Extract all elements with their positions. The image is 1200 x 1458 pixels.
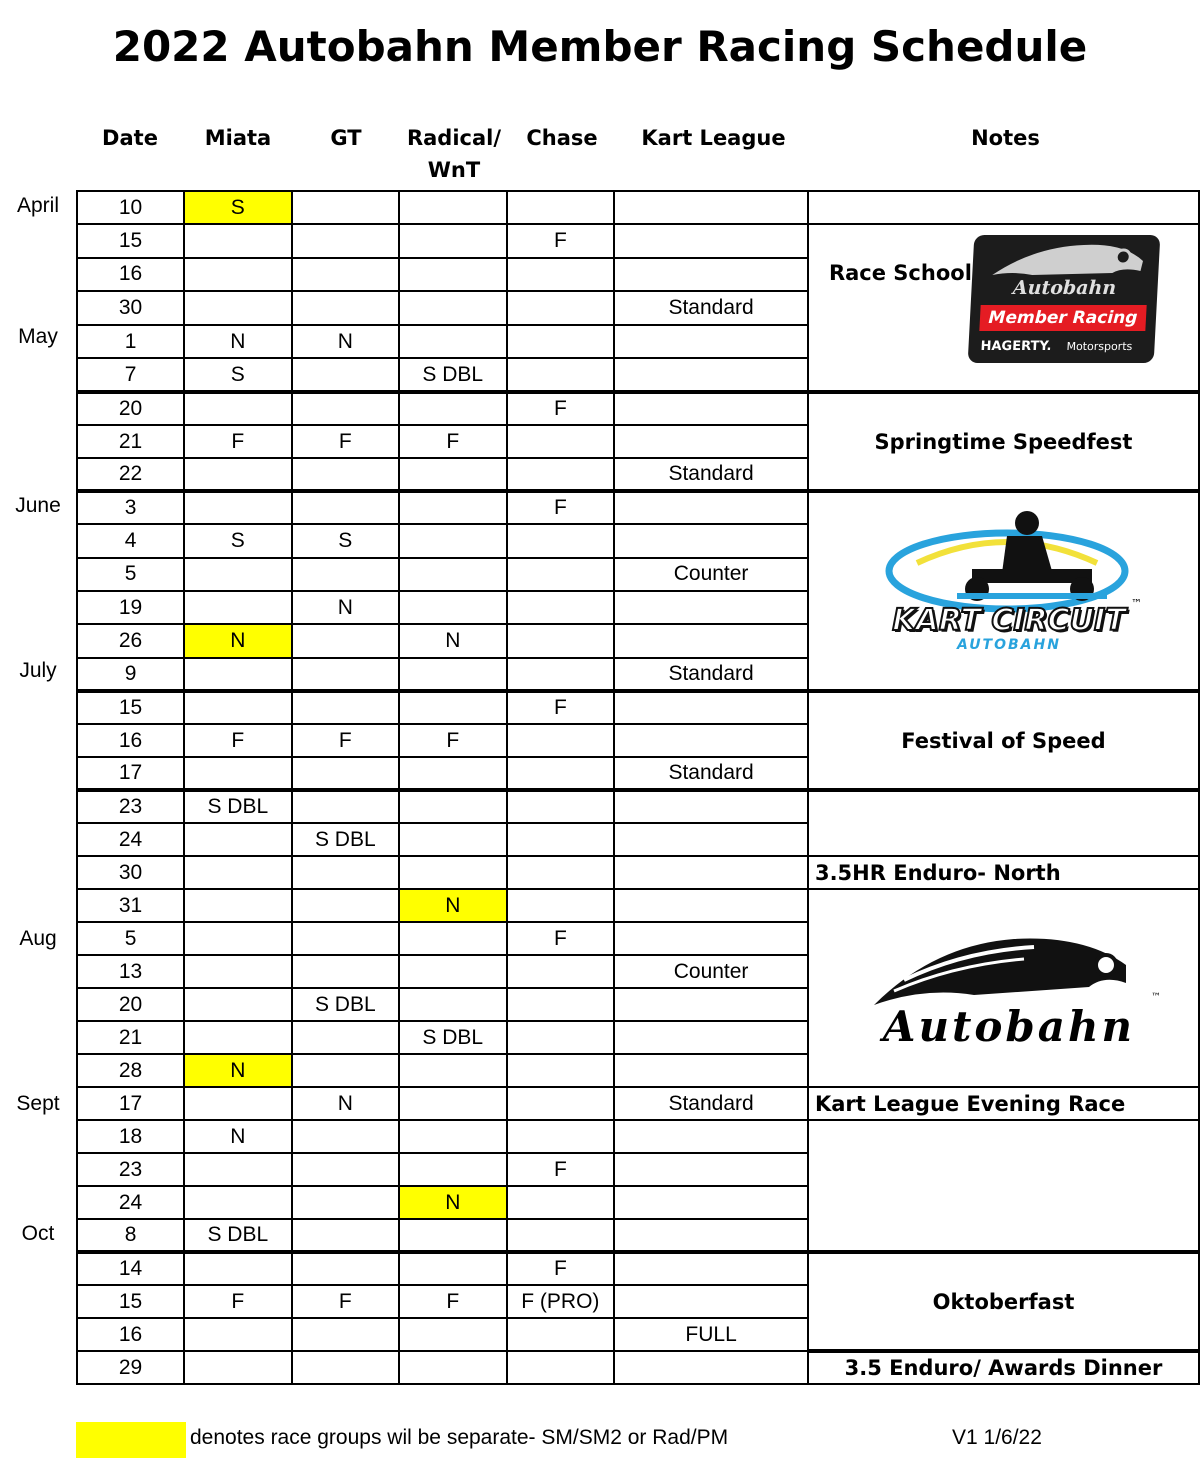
kart-cell: [614, 724, 808, 757]
month-may: May: [18, 325, 58, 348]
chase-cell: [507, 425, 615, 458]
kart-cell: [614, 191, 808, 224]
date-cell: 24: [77, 823, 184, 856]
autobahn-tm: ™: [1150, 992, 1161, 1003]
header-date: [76, 122, 184, 154]
chase-cell: F (PRO): [507, 1285, 615, 1318]
gt-cell: [292, 224, 399, 258]
kart-cell: Counter: [614, 955, 808, 988]
miata-cell: [184, 922, 291, 955]
gt-cell: [292, 191, 399, 224]
header-notes-label: Notes: [971, 126, 1040, 150]
kart-cell: [614, 1054, 808, 1087]
notes-kart-evening: Kart League Evening Race: [808, 1087, 1199, 1120]
date-cell: 30: [77, 291, 184, 325]
radical-cell: [399, 558, 506, 591]
miata-cell: F: [184, 724, 291, 757]
gt-cell: N: [292, 325, 399, 359]
date-cell: 13: [77, 955, 184, 988]
gt-cell: [292, 1219, 399, 1252]
date-cell: 23: [77, 1153, 184, 1186]
radical-cell: N: [399, 624, 506, 657]
header-radical-label: Radical/ WnT: [406, 126, 502, 182]
radical-cell: S DBL: [399, 358, 506, 392]
gt-cell: [292, 658, 399, 691]
gt-cell: [292, 558, 399, 591]
gt-cell: [292, 889, 399, 922]
gt-cell: S DBL: [292, 988, 399, 1021]
chase-cell: [507, 955, 615, 988]
gt-cell: [292, 955, 399, 988]
month-july: July: [19, 659, 57, 682]
member-racing-line1: Autobahn: [1012, 277, 1117, 299]
chase-cell: [507, 790, 615, 823]
kart-cell: [614, 889, 808, 922]
radical-cell: [399, 1318, 506, 1351]
miata-cell: [184, 691, 291, 724]
gt-cell: N: [292, 1087, 399, 1120]
chase-cell: [507, 1318, 615, 1351]
gt-cell: [292, 1186, 399, 1219]
date-cell: 15: [77, 691, 184, 724]
miata-cell: [184, 558, 291, 591]
header-date-label: Date: [102, 126, 158, 150]
radical-cell: [399, 658, 506, 691]
motorsports-label: Motorsports: [1066, 340, 1133, 353]
miata-cell: [184, 658, 291, 691]
miata-cell: [184, 458, 291, 491]
chase-cell: [507, 1021, 615, 1054]
notes-oktoberfast: Oktoberfast: [808, 1252, 1199, 1351]
chase-cell: [507, 358, 615, 392]
table-row: [77, 1351, 1199, 1384]
kart-cell: [614, 1252, 808, 1285]
miata-cell: N: [184, 1054, 291, 1087]
race-school-label: Race School: [828, 261, 972, 285]
radical-cell: [399, 291, 506, 325]
miata-cell: [184, 392, 291, 425]
notes-festival-of-speed: Festival of Speed: [808, 691, 1199, 790]
schedule-table: [76, 190, 1200, 1385]
gt-cell: [292, 922, 399, 955]
notes-empty-cell: [808, 790, 1199, 856]
kart-cell: [614, 790, 808, 823]
miata-cell: [184, 491, 291, 524]
chase-cell: [507, 1219, 615, 1252]
radical-cell: [399, 691, 506, 724]
kart-cell: [614, 1219, 808, 1252]
date-cell: 3: [77, 491, 184, 524]
gt-cell: [292, 856, 399, 889]
chase-cell: [507, 325, 615, 359]
date-cell: 10: [77, 191, 184, 224]
date-cell: 1: [77, 325, 184, 359]
gt-cell: S: [292, 524, 399, 557]
notes-empty-cell: [808, 191, 1199, 224]
miata-cell: [184, 889, 291, 922]
kart-cell: [614, 1186, 808, 1219]
chase-cell: F: [507, 392, 615, 425]
miata-cell: [184, 1351, 291, 1384]
gt-cell: [292, 1054, 399, 1087]
radical-cell: [399, 392, 506, 425]
radical-cell: [399, 524, 506, 557]
date-cell: 28: [77, 1054, 184, 1087]
chase-cell: [507, 258, 615, 292]
radical-cell: [399, 224, 506, 258]
miata-cell: [184, 1021, 291, 1054]
hagerty-label: HAGERTY.: [980, 339, 1052, 354]
miata-cell: [184, 291, 291, 325]
gt-cell: N: [292, 591, 399, 624]
radical-cell: F: [399, 1285, 506, 1318]
chase-cell: [507, 889, 615, 922]
table-row: [77, 491, 1199, 524]
gt-cell: [292, 1351, 399, 1384]
radical-cell: [399, 856, 506, 889]
radical-cell: N: [399, 1186, 506, 1219]
table-row: [77, 1252, 1199, 1285]
month-aug: Aug: [19, 927, 57, 950]
miata-cell: [184, 955, 291, 988]
header-miata-label: Miata: [204, 126, 272, 150]
member-racing-logo: [968, 235, 1161, 363]
kart-cell: Standard: [614, 658, 808, 691]
radical-cell: F: [399, 425, 506, 458]
gt-cell: [292, 458, 399, 491]
miata-cell: [184, 856, 291, 889]
kart-circuit-sub: AUTOBAHN: [956, 637, 1061, 653]
month-oct: Oct: [21, 1222, 55, 1245]
radical-cell: [399, 1219, 506, 1252]
chase-cell: [507, 291, 615, 325]
miata-cell: [184, 757, 291, 790]
date-cell: 15: [77, 1285, 184, 1318]
table-row: [77, 191, 1199, 224]
date-cell: 21: [77, 1021, 184, 1054]
month-april: April: [16, 194, 59, 217]
notes-kart-circuit-logo: [808, 491, 1199, 691]
gt-cell: [292, 757, 399, 790]
kart-cell: [614, 392, 808, 425]
gt-cell: F: [292, 1285, 399, 1318]
chase-cell: [507, 591, 615, 624]
header-gt-label: GT: [330, 126, 362, 150]
chase-cell: F: [507, 691, 615, 724]
header-gt: [292, 122, 400, 154]
header-miata: [184, 122, 292, 154]
kart-cell: [614, 258, 808, 292]
month-sept: Sept: [16, 1092, 60, 1115]
version-label: V1 1/6/22: [952, 1426, 1042, 1449]
radical-cell: [399, 757, 506, 790]
kart-cell: [614, 988, 808, 1021]
radical-cell: [399, 325, 506, 359]
radical-cell: S DBL: [399, 1021, 506, 1054]
month-june: June: [15, 494, 61, 517]
date-cell: 7: [77, 358, 184, 392]
kart-cell: [614, 325, 808, 359]
radical-cell: [399, 823, 506, 856]
date-cell: 9: [77, 658, 184, 691]
miata-cell: N: [184, 1120, 291, 1153]
kart-cell: FULL: [614, 1318, 808, 1351]
miata-cell: [184, 988, 291, 1021]
date-cell: 21: [77, 425, 184, 458]
chase-cell: [507, 191, 615, 224]
date-cell: 15: [77, 224, 184, 258]
gt-cell: [292, 1120, 399, 1153]
date-cell: 29: [77, 1351, 184, 1384]
header-kart-league-label: Kart League: [641, 126, 786, 150]
kart-cell: [614, 856, 808, 889]
radical-cell: N: [399, 889, 506, 922]
gt-cell: [292, 491, 399, 524]
kart-cell: [614, 691, 808, 724]
chase-cell: [507, 1186, 615, 1219]
chase-cell: [507, 757, 615, 790]
radical-cell: [399, 258, 506, 292]
chase-cell: [507, 724, 615, 757]
gt-cell: [292, 691, 399, 724]
radical-cell: [399, 1054, 506, 1087]
radical-cell: [399, 591, 506, 624]
miata-cell: [184, 1318, 291, 1351]
date-cell: 20: [77, 988, 184, 1021]
kart-cell: [614, 358, 808, 392]
radical-cell: [399, 1252, 506, 1285]
date-cell: 22: [77, 458, 184, 491]
kart-cell: Standard: [614, 1087, 808, 1120]
kart-circuit-word: KART CIRCUIT: [892, 603, 1126, 638]
kart-circuit-tm: ™: [1130, 597, 1142, 610]
date-cell: 16: [77, 258, 184, 292]
miata-cell: S DBL: [184, 1219, 291, 1252]
chase-cell: [507, 558, 615, 591]
miata-cell: S: [184, 191, 291, 224]
miata-cell: N: [184, 325, 291, 359]
gt-cell: [292, 291, 399, 325]
header-radical: [400, 122, 508, 186]
chase-cell: [507, 458, 615, 491]
date-cell: 26: [77, 624, 184, 657]
chase-cell: [507, 524, 615, 557]
kart-cell: Standard: [614, 291, 808, 325]
miata-cell: [184, 1186, 291, 1219]
table-row: [77, 1087, 1199, 1120]
chase-cell: F: [507, 1252, 615, 1285]
notes-enduro-north: 3.5HR Enduro- North: [808, 856, 1199, 889]
kart-cell: Counter: [614, 558, 808, 591]
date-cell: 5: [77, 558, 184, 591]
miata-cell: F: [184, 1285, 291, 1318]
autobahn-word: Autobahn: [882, 1002, 1136, 1051]
member-racing-line2: Member Racing: [979, 305, 1146, 331]
chase-cell: [507, 1087, 615, 1120]
gt-cell: [292, 258, 399, 292]
kart-cell: [614, 823, 808, 856]
gt-cell: [292, 392, 399, 425]
gt-cell: [292, 1021, 399, 1054]
table-row: [77, 224, 1199, 258]
date-cell: 31: [77, 889, 184, 922]
date-cell: 23: [77, 790, 184, 823]
date-cell: 4: [77, 524, 184, 557]
gt-cell: S DBL: [292, 823, 399, 856]
gt-cell: [292, 1318, 399, 1351]
radical-cell: [399, 1351, 506, 1384]
radical-cell: [399, 790, 506, 823]
miata-cell: S DBL: [184, 790, 291, 823]
gt-cell: [292, 1153, 399, 1186]
kart-cell: [614, 425, 808, 458]
chase-cell: F: [507, 224, 615, 258]
kart-cell: [614, 224, 808, 258]
chase-cell: [507, 658, 615, 691]
legend-highlight-swatch: [76, 1422, 186, 1458]
miata-cell: F: [184, 425, 291, 458]
chase-cell: [507, 624, 615, 657]
date-cell: 18: [77, 1120, 184, 1153]
radical-cell: [399, 922, 506, 955]
date-cell: 16: [77, 724, 184, 757]
date-cell: 17: [77, 1087, 184, 1120]
radical-cell: [399, 1120, 506, 1153]
date-cell: 24: [77, 1186, 184, 1219]
miata-cell: [184, 1252, 291, 1285]
chase-cell: [507, 1120, 615, 1153]
miata-cell: [184, 1087, 291, 1120]
kart-cell: [614, 1021, 808, 1054]
miata-cell: [184, 224, 291, 258]
radical-cell: [399, 1087, 506, 1120]
chase-cell: [507, 856, 615, 889]
chase-cell: F: [507, 922, 615, 955]
date-cell: 16: [77, 1318, 184, 1351]
kart-cell: [614, 1285, 808, 1318]
gt-cell: [292, 1252, 399, 1285]
date-cell: 5: [77, 922, 184, 955]
date-cell: 17: [77, 757, 184, 790]
kart-cell: [614, 1351, 808, 1384]
chase-cell: F: [507, 1153, 615, 1186]
header-chase: [508, 122, 616, 154]
radical-cell: [399, 955, 506, 988]
notes-springtime-speedfest: Springtime Speedfest: [808, 392, 1199, 491]
header-notes: [811, 122, 1200, 154]
table-row: [77, 889, 1199, 922]
page-title: 2022 Autobahn Member Racing Schedule: [112, 22, 1088, 71]
chase-cell: [507, 823, 615, 856]
date-cell: 8: [77, 1219, 184, 1252]
kart-cell: [614, 1153, 808, 1186]
radical-cell: [399, 1153, 506, 1186]
gt-cell: [292, 624, 399, 657]
radical-cell: [399, 988, 506, 1021]
table-row: [77, 1120, 1199, 1153]
kart-cell: [614, 591, 808, 624]
notes-race-school: [808, 224, 1199, 392]
gt-cell: F: [292, 724, 399, 757]
header-kart-league: [616, 122, 811, 154]
notes-empty-cell: [808, 1120, 1199, 1252]
date-cell: 19: [77, 591, 184, 624]
kart-cell: Standard: [614, 757, 808, 790]
table-row: [77, 790, 1199, 823]
radical-cell: [399, 458, 506, 491]
date-cell: 20: [77, 392, 184, 425]
date-cell: 14: [77, 1252, 184, 1285]
table-row: [77, 856, 1199, 889]
chase-cell: [507, 1054, 615, 1087]
chase-cell: [507, 1351, 615, 1384]
notes-awards-dinner: 3.5 Enduro/ Awards Dinner: [808, 1351, 1199, 1384]
header-chase-label: Chase: [526, 126, 598, 150]
radical-cell: [399, 191, 506, 224]
radical-cell: F: [399, 724, 506, 757]
table-row: [77, 392, 1199, 425]
miata-cell: [184, 591, 291, 624]
gt-cell: F: [292, 425, 399, 458]
kart-cell: [614, 922, 808, 955]
miata-cell: [184, 823, 291, 856]
miata-cell: N: [184, 624, 291, 657]
kart-cell: [614, 624, 808, 657]
miata-cell: [184, 1153, 291, 1186]
miata-cell: S: [184, 358, 291, 392]
chase-cell: [507, 988, 615, 1021]
table-row: [77, 691, 1199, 724]
legend-text: denotes race groups wil be separate- SM/SM2 or Rad/PM: [190, 1426, 729, 1449]
chase-cell: F: [507, 491, 615, 524]
kart-cell: [614, 491, 808, 524]
miata-cell: [184, 258, 291, 292]
notes-autobahn-logo: [808, 889, 1199, 1087]
kart-cell: [614, 1120, 808, 1153]
gt-cell: [292, 790, 399, 823]
kart-cell: Standard: [614, 458, 808, 491]
date-cell: 30: [77, 856, 184, 889]
gt-cell: [292, 358, 399, 392]
kart-cell: [614, 524, 808, 557]
miata-cell: S: [184, 524, 291, 557]
radical-cell: [399, 491, 506, 524]
